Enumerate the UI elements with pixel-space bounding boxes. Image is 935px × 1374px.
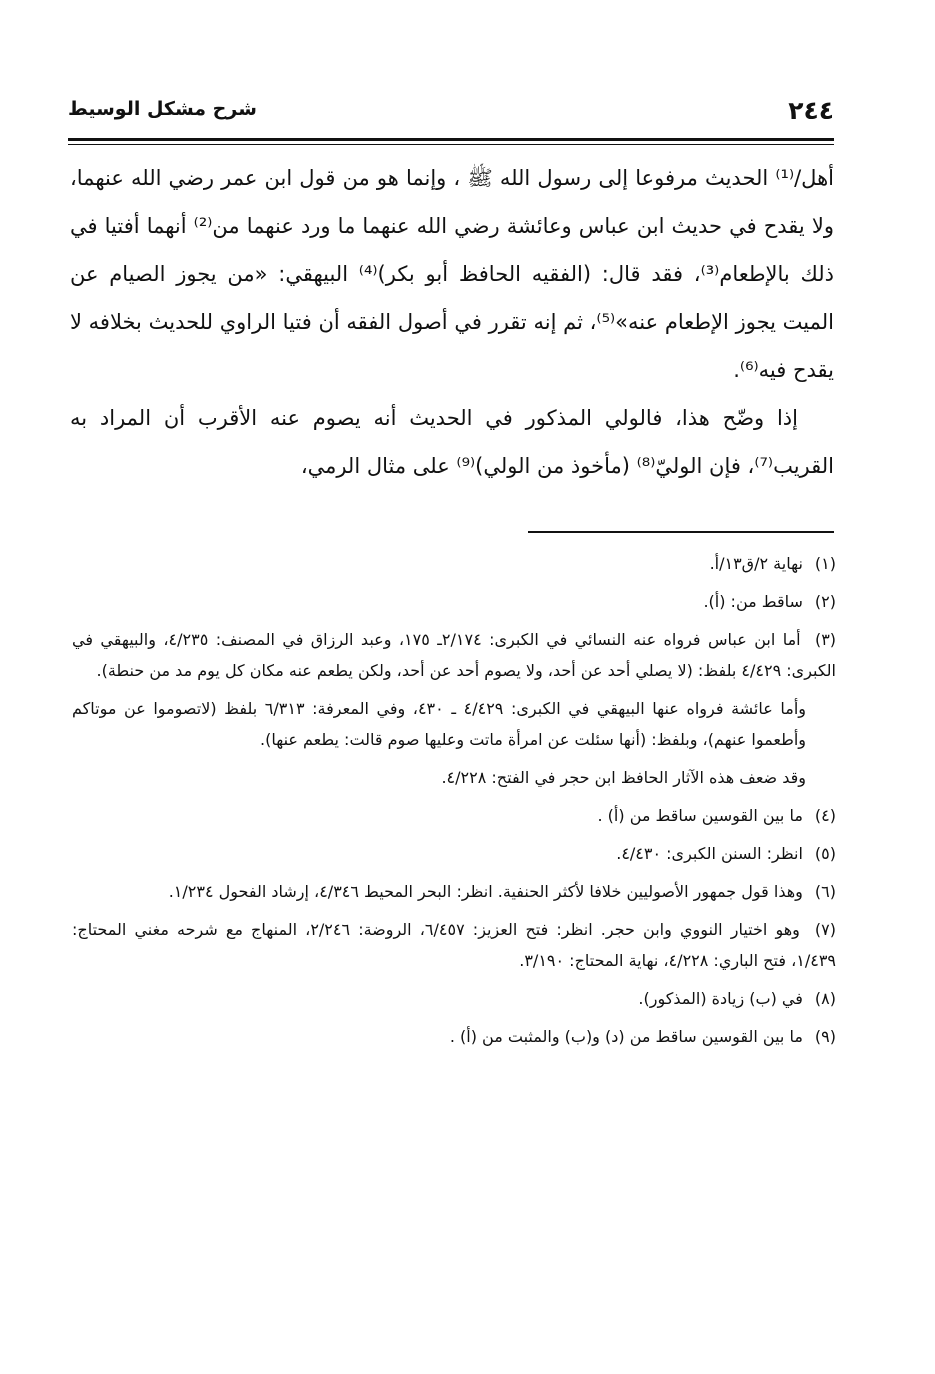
- footnote-number: (٦): [814, 882, 836, 901]
- footnote-text: نهاية ٢/ق١٣/أ.: [709, 554, 803, 573]
- main-text: [70, 154, 834, 490]
- footnote-7: [72, 914, 836, 976]
- running-title: شرح مشكل الوسيط: [68, 98, 257, 120]
- footnote-3-continuation-aisha: وأما عائشة فرواه عنها البيهقي في الكبرى: ٤/٤٢٩ ـ ٤٣٠، وفي المعرفة: ٦/٣١٣ بلفظ (لاتصوموا عن موتاكم وأطعموا عنهم)، وبلفظ: (أنها سئلت عن امرأة ماتت وعليها صوم قالت: يطعم عنها).: [72, 699, 807, 749]
- footnote-6: [72, 876, 836, 907]
- footnote-number: (٢): [814, 592, 836, 611]
- footnote-text: أما ابن عباس فرواه عنه النسائي في الكبرى: ٢/١٧٤ـ ١٧٥، وعبد الرزاق في المصنف: ٤/٢٣٥، والبيهقي في الكبرى: ٤/٤٢٩ بلفظ: (لا يصلي أحد عن أحد، ولا يصوم أحد عن أحد، ولكن يطعم عنه مكان كل يوم مد من حنطة).: [72, 630, 836, 680]
- footnote-9: [72, 1021, 836, 1052]
- footnote-text: ما بين القوسين ساقط من (د) و(ب) والمثبت من (أ) .: [449, 1027, 803, 1046]
- main-paragraph-1: أهل/⁽¹⁾ الحديث مرفوعا إلى رسول الله ﷺ ، وإنما هو من قول ابن عمر رضي الله عنهما، ولا يقدح في حديث ابن عباس وعائشة رضي الله عنهما ما ورد عنهما من⁽²⁾ أنهما أفتيا في ذلك بالإطعام⁽³⁾، فقد قال: (الفقيه الحافظ أبو بكر)⁽⁴⁾ البيهقي: «من يجوز الصيام عن الميت يجوز الإطعام عنه»⁽⁵⁾، ثم إنه تقرر في أصول الفقه أن فتيا الراوي للحديث بخلافه لا يقدح فيه⁽⁶⁾.: [70, 166, 834, 382]
- footnote-text: انظر: السنن الكبرى: ٤/٤٣٠.: [616, 844, 803, 863]
- header-rule-thin: [68, 144, 834, 145]
- footnote-3-continuation-ibn-hajar: وقد ضعف هذه الآثار الحافظ ابن حجر في الفتح: ٤/٢٢٨.: [441, 768, 806, 787]
- footnote-2: [72, 586, 836, 617]
- footnote-text: وهو اختيار النووي وابن حجر. انظر: فتح العزيز: ٦/٤٥٧، الروضة: ٢/٢٤٦، المنهاج مع شرحه مغني المحتاج: ١/٤٣٩، فتح الباري: ٤/٢٢٨، نهاية المحتاج: ٣/١٩٠.: [72, 920, 836, 970]
- footnote-number: (٣): [814, 630, 837, 649]
- main-paragraph-2: إذا وضّح هذا، فالولي المذكور في الحديث أنه يصوم عنه الأقرب أن المراد به القريب⁽⁷⁾، فإن الوليّ⁽⁸⁾ (مأخوذ من الولي)⁽⁹⁾ على مثال الرمي،: [70, 406, 834, 478]
- footnote-text: وهذا قول جمهور الأصوليين خلافا لأكثر الحنفية. انظر: البحر المحيط ٤/٣٤٦، إرشاد الفحول ١/٢٣٤.: [168, 882, 803, 901]
- footnote-text: ساقط من: (أ).: [703, 592, 803, 611]
- footnote-text: ما بين القوسين ساقط من (أ) .: [597, 806, 803, 825]
- footnote-number: (٩): [814, 1027, 836, 1046]
- header-rule-thick: [68, 138, 834, 141]
- footnote-5: [72, 838, 836, 869]
- footnote-number: (٨): [814, 989, 836, 1008]
- footnote-number: (٤): [814, 806, 836, 825]
- footnotes: [72, 548, 836, 1059]
- footnote-4: [72, 800, 836, 831]
- footnote-number: (٧): [814, 920, 836, 939]
- footnote-3: [72, 624, 836, 686]
- footnote-8: [72, 983, 836, 1014]
- footnote-1: [72, 548, 836, 579]
- footnote-number: (١): [814, 554, 836, 573]
- footnote-text: في (ب) زيادة (المذكور).: [638, 989, 803, 1008]
- page-number: ٢٤٤: [788, 96, 834, 125]
- footnote-number: (٥): [814, 844, 836, 863]
- footnote-separator: [528, 531, 834, 533]
- page-header: [68, 92, 834, 136]
